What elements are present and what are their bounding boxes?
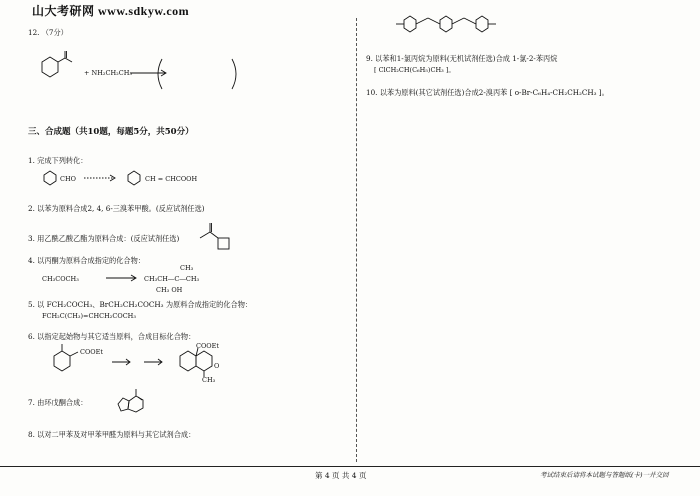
start-ester-label: COOEt: [80, 348, 103, 356]
cyclobutyl-ketone-structure: [198, 220, 238, 254]
item-4-arrow: [106, 274, 140, 282]
item-2: 2. 以苯为原料合成2, 4, 6-三溴苯甲酸。(反应试剂任选): [28, 204, 205, 213]
product-main-chain: CH₃CH―C―CH₃: [144, 275, 200, 283]
column-divider: [356, 18, 357, 462]
answer-brackets: [154, 57, 244, 91]
item-3: 3. 用乙酰乙酸乙酯为原料合成：(反应试剂任选): [28, 234, 180, 243]
stilbene-polymer-structure: [394, 14, 644, 38]
cinnamic-ring: [126, 170, 144, 186]
target-methyl-label: CH₃: [202, 376, 216, 384]
item-9-target: [ ClCH₂CH(C₆H₅)CH₃ ]。: [374, 66, 455, 74]
question-12-header: [28, 28, 68, 38]
item-4: 4. 以丙酮为原料合成指定的化合物：: [28, 256, 145, 265]
item-6: 6. 以指定起始物与其它适当原料，合成目标化合物：: [28, 332, 196, 341]
site-watermark: 山大考研网 www.sdkyw.com: [32, 4, 190, 18]
amine-reagent: + NH₂CH₂CH₃: [84, 69, 132, 77]
item-7: 7. 由环戊酮合成：: [28, 398, 88, 407]
item-6-arrows: [112, 358, 172, 366]
question-number: 12.: [28, 28, 40, 37]
question-points: （7分）: [41, 28, 68, 37]
target-ester-label: COOEt: [196, 342, 219, 350]
spiro-compound-structure: [114, 384, 154, 420]
item-5-target: FCH₂C(CH₃)=CHCH₂COCH₃: [42, 312, 136, 320]
aldehyde-group: CHO: [60, 175, 76, 183]
item-10: 10. 以苯为原料(其它试剂任选)合成2-溴丙苯 [ o-Br-C₆H₄-CH₂CH₂CH₃ ]。: [366, 88, 609, 97]
item-9: 9. 以苯和1-氯丙烷为原料(无机试剂任选)合成 1-氯-2-苯丙烷: [366, 54, 558, 63]
benzaldehyde-ring: [42, 170, 60, 186]
product-top-methyl: CH₃: [180, 264, 194, 272]
acetophenone-structure: [32, 48, 72, 88]
page-number: 第 4 页 共 4 页: [315, 471, 367, 480]
dotted-arrow: [84, 174, 120, 182]
acetone-formula: CH₃COCH₃: [42, 275, 79, 283]
item-8: 8. 以对二甲苯及对甲苯甲醛为原料与其它试剂合成：: [28, 430, 196, 439]
acrylic-chain: CH = CHCOOH: [145, 175, 198, 183]
product-bottom-groups: CH₃ OH: [156, 286, 183, 294]
page-footer: [0, 466, 700, 487]
footer-note: 考试结束后请将本试题与答题纸(卡)一并交回: [540, 471, 669, 479]
section-3-title: 三、合成题（共10题，每题5分，共50分）: [28, 127, 194, 137]
item-5: 5. 以 FCH₂COCH₃、BrCH₂CH₂COCH₃ 为原料合成指定的化合物：: [28, 300, 253, 309]
item-1: 1. 完成下列转化：: [28, 156, 88, 165]
target-ketone-label: O: [214, 362, 220, 370]
